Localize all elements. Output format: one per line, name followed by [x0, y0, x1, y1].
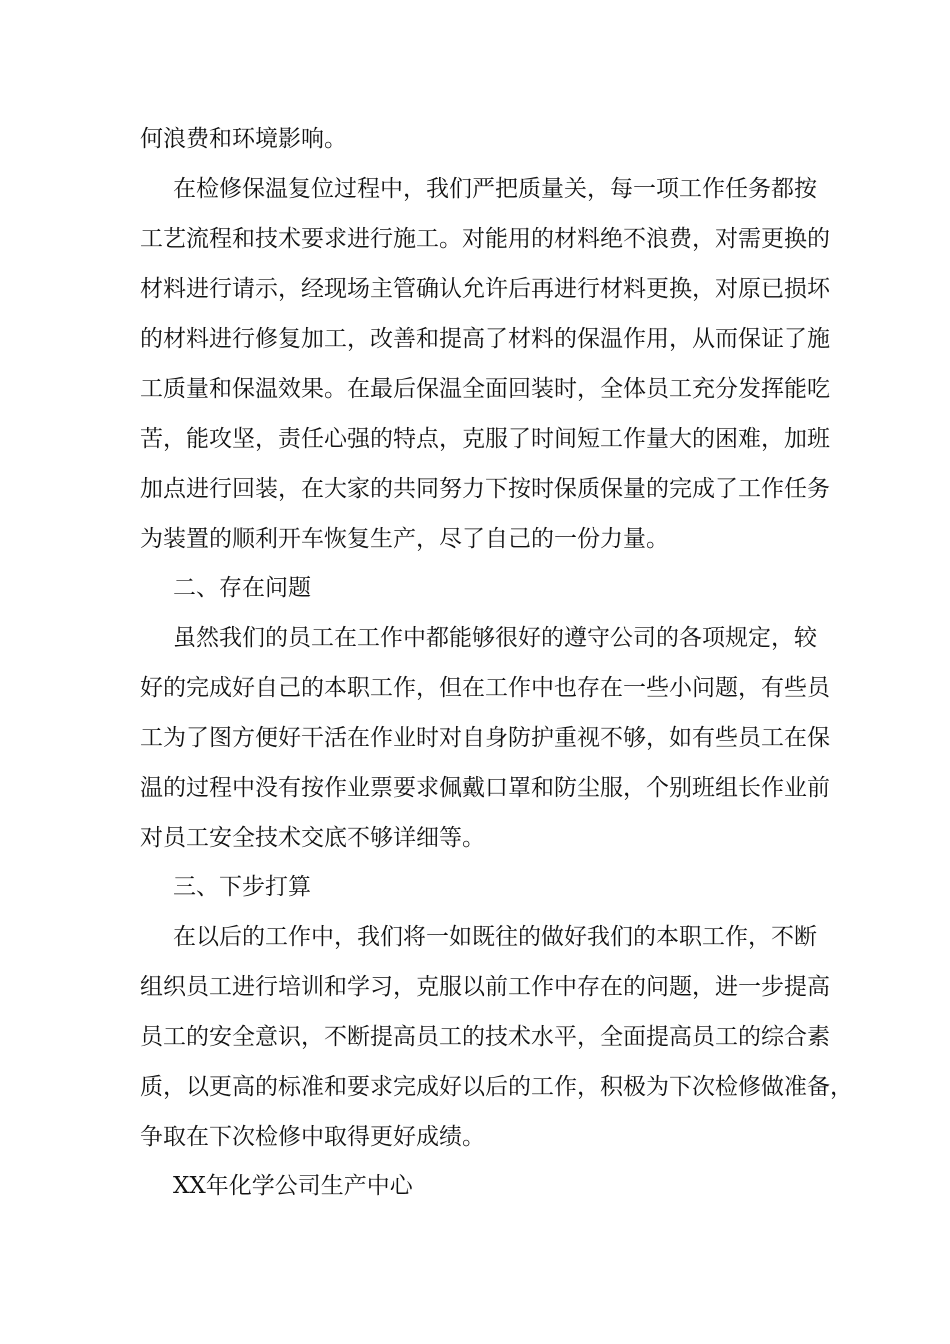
- paragraph-line: 何浪费和环境影响。: [140, 126, 347, 152]
- paragraph-line: 温的过程中没有按作业票要求佩戴口罩和防尘服，个别班组长作业前: [140, 775, 830, 801]
- paragraph-line: 工质量和保温效果。在最后保温全面回装时，全体员工充分发挥能吃: [140, 376, 830, 402]
- paragraph-line: 对员工安全技术交底不够详细等。: [140, 825, 485, 851]
- section-heading: 三、下步打算: [173, 874, 311, 900]
- paragraph-line: 好的完成好自己的本职工作，但在工作中也存在一些小问题，有些员: [140, 675, 830, 701]
- paragraph-line: 苦，能攻坚，责任心强的特点，克服了时间短工作量大的困难，加班: [140, 426, 830, 452]
- paragraph-line: 工为了图方便好干活在作业时对自身防护重视不够，如有些员工在保: [140, 725, 830, 751]
- paragraph-line: 材料进行请示，经现场主管确认允许后再进行材料更换，对原已损坏: [140, 276, 830, 302]
- paragraph-line: 加点进行回装，在大家的共同努力下按时保质保量的完成了工作任务: [140, 476, 830, 502]
- signature-line: XX年化学公司生产中心: [173, 1173, 413, 1199]
- paragraph-line: 争取在下次检修中取得更好成绩。: [140, 1124, 485, 1150]
- paragraph-line: 工艺流程和技术要求进行施工。对能用的材料绝不浪费，对需更换的: [140, 226, 830, 252]
- paragraph-line: 虽然我们的员工在工作中都能够很好的遵守公司的各项规定，较: [173, 625, 817, 651]
- paragraph-line: 的材料进行修复加工，改善和提高了材料的保温作用，从而保证了施: [140, 326, 830, 352]
- paragraph-line: 在以后的工作中，我们将一如既往的做好我们的本职工作，不断: [173, 924, 817, 950]
- paragraph-line: 质，以更高的标准和要求完成好以后的工作，积极为下次检修做准备，: [140, 1074, 853, 1100]
- paragraph-line: 为装置的顺利开车恢复生产，尽了自己的一份力量。: [140, 526, 669, 552]
- section-heading: 二、存在问题: [173, 575, 311, 601]
- paragraph-line: 在检修保温复位过程中，我们严把质量关，每一项工作任务都按: [173, 176, 817, 202]
- paragraph-line: 员工的安全意识，不断提高员工的技术水平，全面提高员工的综合素: [140, 1024, 830, 1050]
- paragraph-line: 组织员工进行培训和学习，克服以前工作中存在的问题，进一步提高: [140, 974, 830, 1000]
